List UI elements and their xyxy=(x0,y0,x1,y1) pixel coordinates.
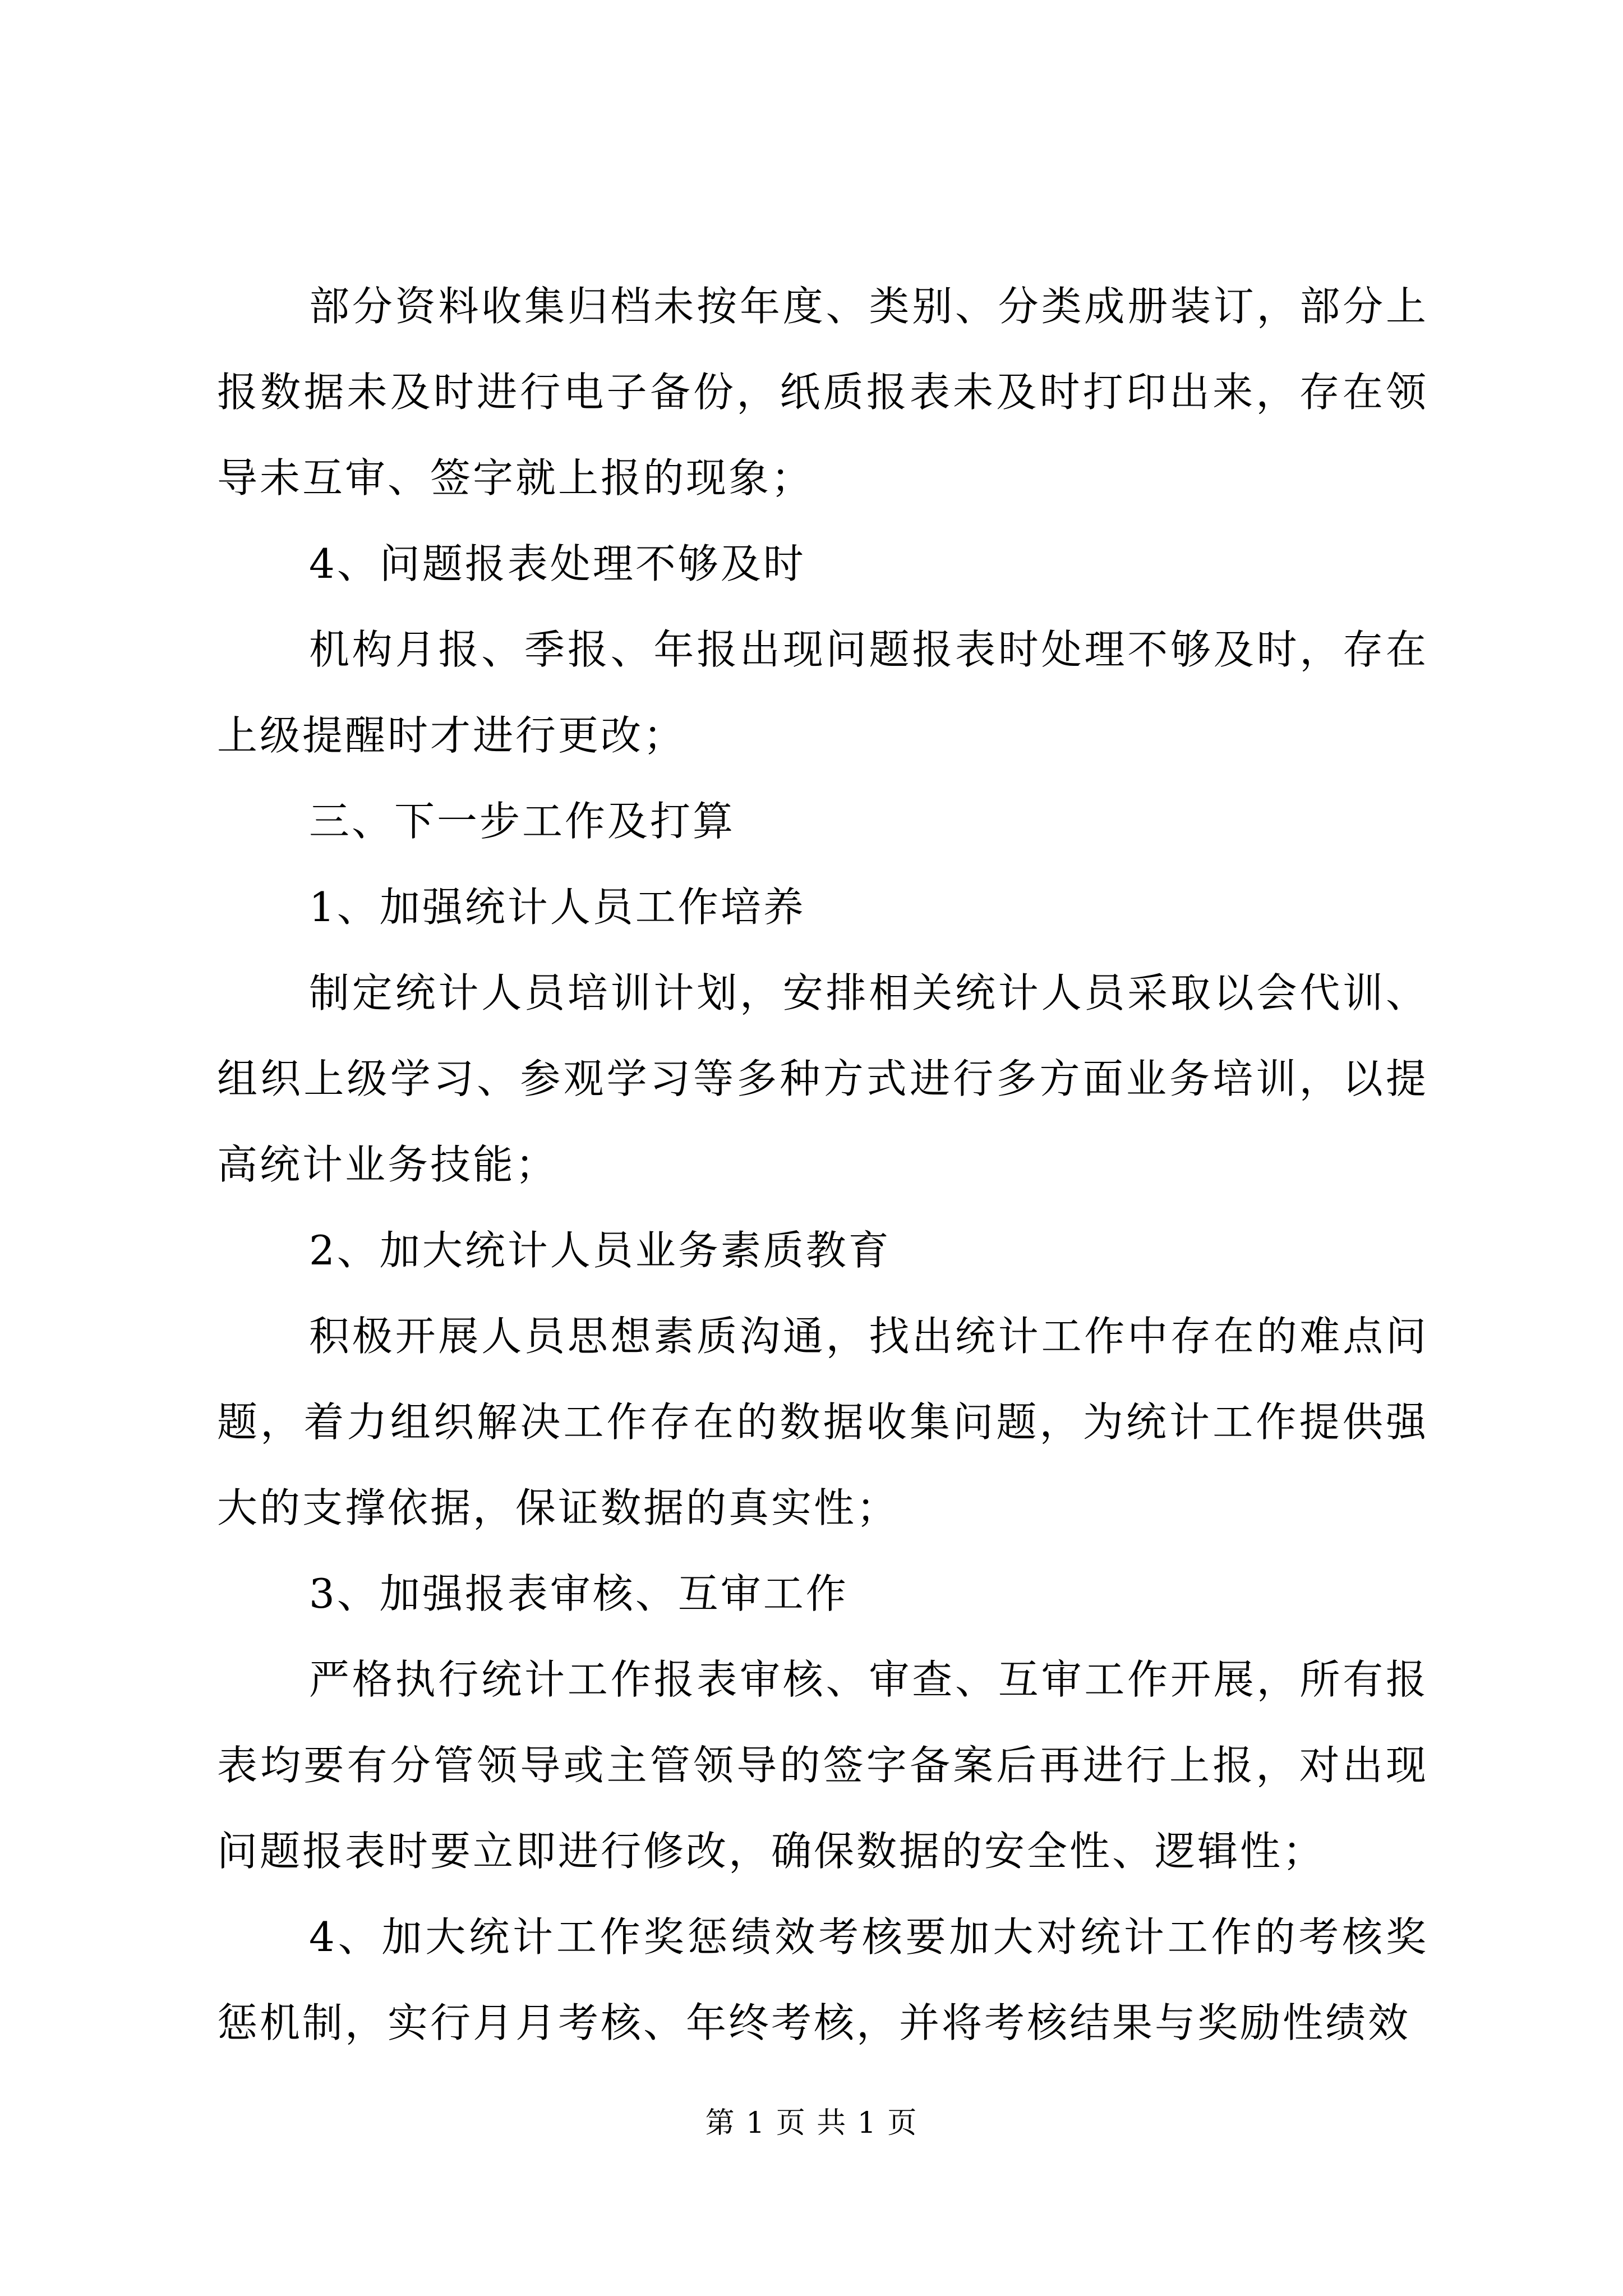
document-body xyxy=(217,264,1428,2066)
heading-report-review: 3、加强报表审核、互审工作 xyxy=(309,1570,849,1617)
page-footer: 第 1 页 共 1 页 xyxy=(705,2106,918,2140)
paragraph-archive-issue: 部分资料收集归档未按年度、类别、分类成册装订，部分上报数据未及时进行电子备份，纸质报表未及时打印出来，存在领导未互审、签字就上报的现象； xyxy=(217,283,1428,501)
heading-staff-training: 1、加强统计人员工作培养 xyxy=(309,884,806,931)
heading-report-handling: 4、问题报表处理不够及时 xyxy=(309,540,806,587)
heading-quality-education: 2、加大统计人员业务素质教育 xyxy=(309,1227,891,1274)
paragraph-staff-training: 制定统计人员培训计划，安排相关统计人员采取以会代训、组织上级学习、参观学习等多种方式进行多方面业务培训，以提高统计业务技能； xyxy=(217,969,1428,1188)
paragraph-performance-assessment: 4、加大统计工作奖惩绩效考核要加大对统计工作的考核奖惩机制，实行月月考核、年终考核，并将考核结果与奖励性绩效 xyxy=(217,1913,1428,2046)
paragraph-report-handling: 机构月报、季报、年报出现问题报表时处理不够及时，存在上级提醒时才进行更改； xyxy=(217,626,1428,759)
section-heading-next-steps: 三、下一步工作及打算 xyxy=(309,798,736,845)
paragraph-report-review: 严格执行统计工作报表审核、审查、互审工作开展，所有报表均要有分管领导或主管领导的签字备案后再进行上报，对出现问题报表时要立即进行修改，确保数据的安全性、逻辑性； xyxy=(217,1656,1428,1875)
paragraph-quality-education: 积极开展人员思想素质沟通，找出统计工作中存在的难点问题，着力组织解决工作存在的数据收集问题，为统计工作提供强大的支撑依据，保证数据的真实性； xyxy=(217,1313,1428,1531)
